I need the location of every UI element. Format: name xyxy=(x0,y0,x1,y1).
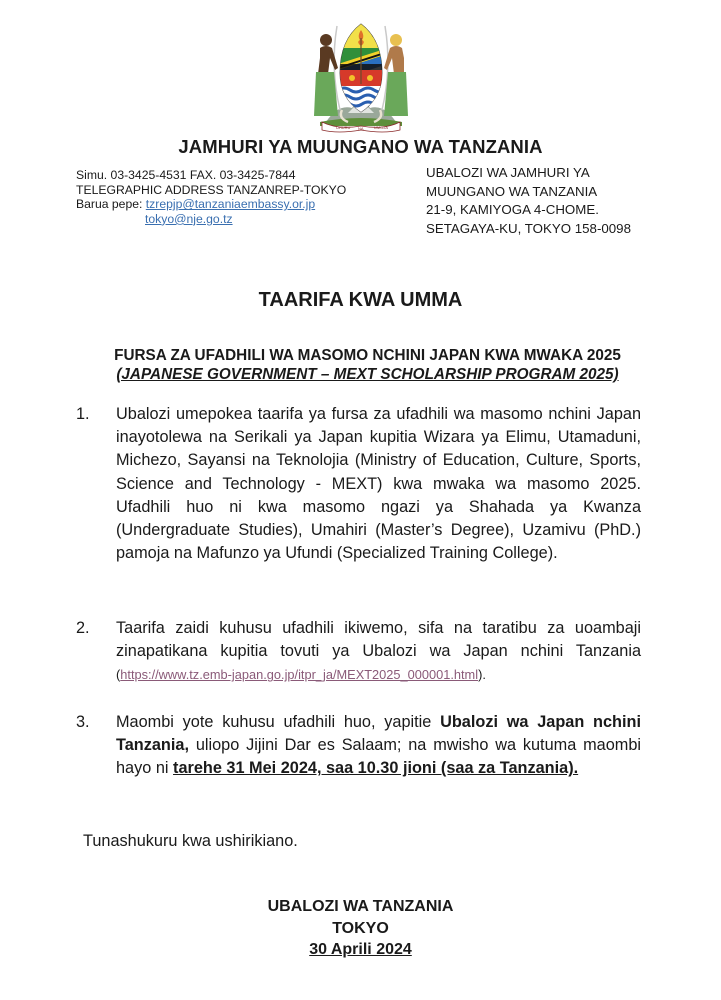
item-text-b: uliopo Jijini Dar es Salaam; na mwisho wa kutuma maombi hayo ni xyxy=(116,736,641,778)
motto-center: NA xyxy=(358,126,364,131)
paren-close: ). xyxy=(478,667,486,683)
mext-website-link[interactable]: https://www.tz.emb-japan.go.jp/itpr_ja/MEXT2025_000001.html xyxy=(120,667,479,683)
signature-block xyxy=(0,896,721,961)
email-row-2 xyxy=(76,212,346,227)
subject-line-2: (JAPANESE GOVERNMENT – MEXT SCHOLARSHIP PROGRAM 2025) xyxy=(116,366,619,383)
application-deadline: tarehe 31 Mei 2024, saa 10.30 jioni (saa za Tanzania). xyxy=(173,759,579,778)
japan-embassy-bold: Ubalozi wa Japan nchini Tanzania, xyxy=(116,713,641,755)
tanzania-coat-of-arms-icon xyxy=(308,18,414,134)
notice-title: TAARIFA KWA UMMA xyxy=(258,289,463,311)
item-number: 3. xyxy=(76,713,90,731)
item-text: Ubalozi umepokea taarifa ya fursa za ufadhili wa masomo nchini Japan inayotolewa na Serikali ya Japan kupitia Wizara ya Elimu, Utamaduni, Michezo, Sayansi na Teknolojia (Ministry of Education, Culture, Sports, Science and Technology - MEXT) kwa mwaka wa masomo 2025. Ufadhili huo ni kwa masomo ngazi ya Shahada ya Kwanza (Undergraduate Studies), Umahiri (Master’s Degree), Uzamivu (PhD.) pamoja na Mafunzo ya Ufundi (Specialized Training College). xyxy=(116,405,641,563)
item-text: Taarifa zaidi kuhusu ufadhili ikiwemo, sifa na taratibu za uoambaji zinapatikana kupitia tovuti ya Ubalozi wa Japan nchini Tanzania xyxy=(116,619,641,661)
motto-left: UHURU xyxy=(336,125,351,130)
notice-item-1 xyxy=(76,403,641,565)
item-number: 2. xyxy=(76,619,90,637)
country-title: JAMHURI YA MUUNGANO WA TANZANIA xyxy=(178,136,543,157)
telegraphic-address: TELEGRAPHIC ADDRESS TANZANREP-TOKYO xyxy=(76,182,347,197)
address-line-3: 21-9, KAMIYOGA 4-CHOME. xyxy=(426,202,599,218)
phone-fax-line: Simu. 03-3425-4531 FAX. 03-3425-7844 xyxy=(76,168,296,182)
notice-item-2 xyxy=(76,617,641,687)
contact-info-left xyxy=(76,168,346,226)
signature-line-1: UBALOZI WA TANZANIA xyxy=(267,898,454,915)
item-text-block xyxy=(116,617,641,687)
notice-subject xyxy=(70,346,665,384)
address-line-4: SETAGAYA-KU, TOKYO 158-0098 xyxy=(426,220,631,236)
subject-line-1: FURSA ZA UFADHILI WA MASOMO NCHINI JAPAN KWA MWAKA 2025 xyxy=(114,347,621,364)
email-label: Barua pepe: xyxy=(76,197,146,212)
address-line-2: MUUNGANO WA TANZANIA xyxy=(426,183,598,199)
signature-date: 30 Aprili 2024 xyxy=(309,941,412,958)
email-link-2[interactable]: tokyo@nje.go.tz xyxy=(145,211,233,226)
motto-right: UMOJA xyxy=(374,125,388,130)
signature-line-2: TOKYO xyxy=(332,919,389,937)
notice-item-3 xyxy=(76,711,641,781)
thanks-line: Tunashukuru kwa ushirikiano. xyxy=(83,832,298,850)
embassy-address xyxy=(426,164,631,238)
email-row xyxy=(76,197,346,212)
item-text-block xyxy=(116,711,641,781)
item-text-a: Maombi yote kuhusu ufadhili huo, yapitie xyxy=(116,713,441,731)
coat-of-arms-emblem xyxy=(308,18,414,134)
paren-open: ( xyxy=(116,667,121,683)
email-link-1[interactable]: tzrepjp@tanzaniaembassy.or.jp xyxy=(145,197,316,212)
address-line-1: UBALOZI WA JAMHURI YA xyxy=(426,165,590,180)
item-number: 1. xyxy=(76,405,90,423)
